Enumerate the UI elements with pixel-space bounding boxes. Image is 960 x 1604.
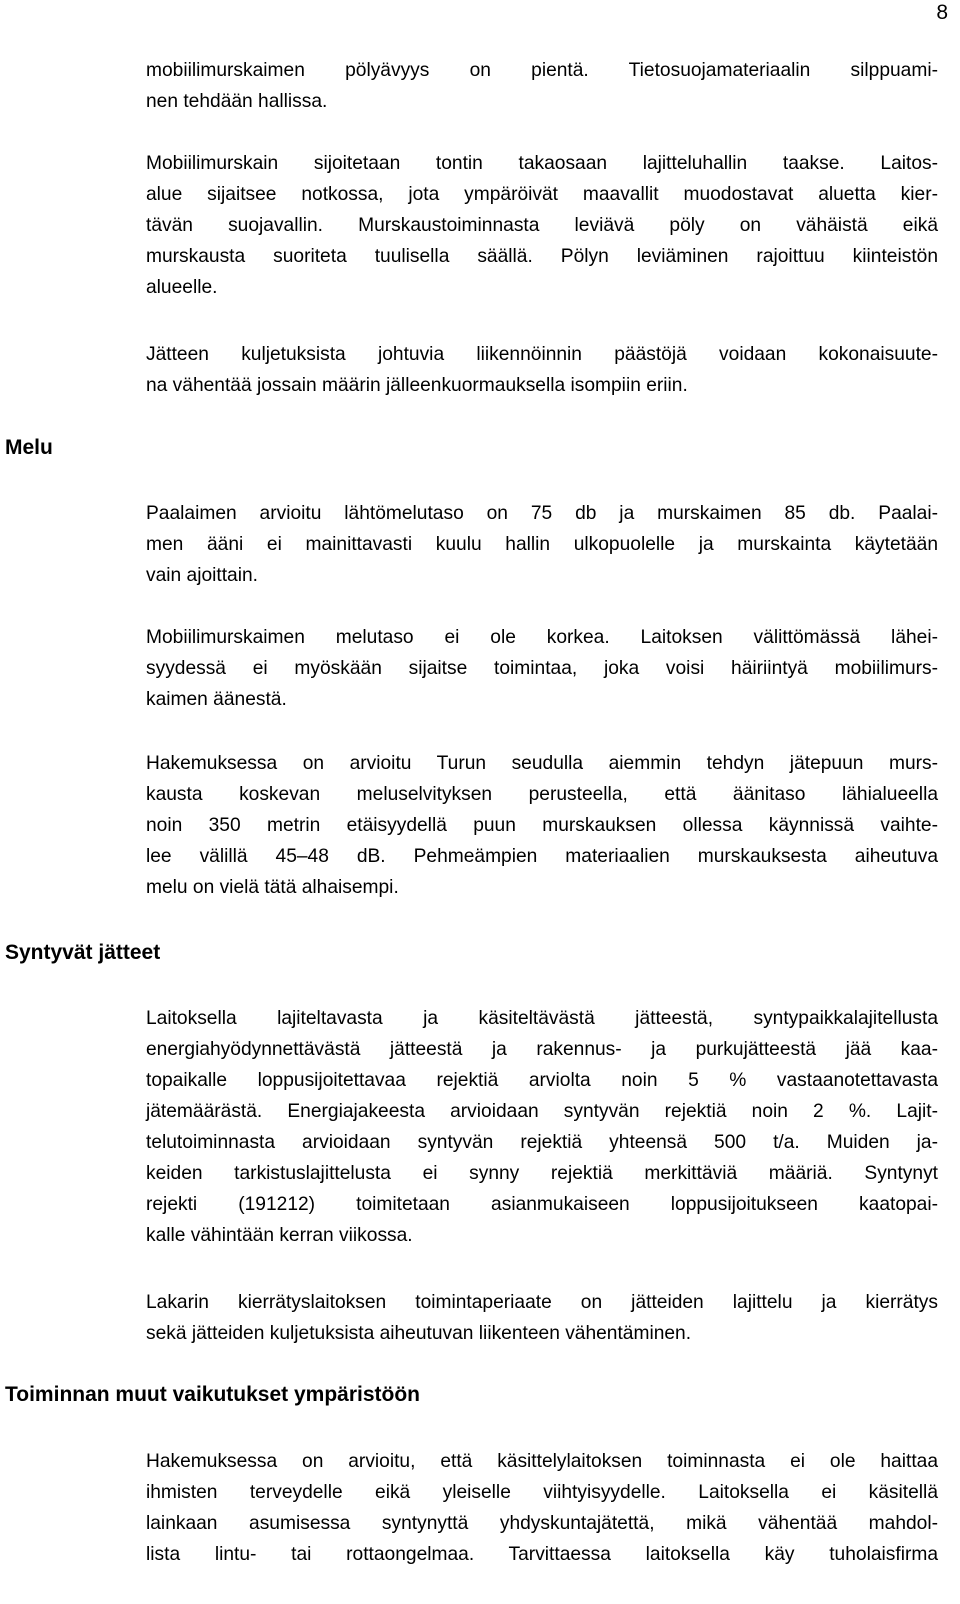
text-line: kaimen äänestä.	[146, 689, 287, 710]
text-line: Hakemuksessa on arvioitu Turun seudulla aiemmin tehdyn jätepuun murs-	[146, 753, 938, 774]
paragraph-dust-continuation	[146, 55, 938, 117]
text-line: lainkaan asumisessa syntynyttä yhdyskuntajätettä, mikä vähentää mahdol-	[146, 1513, 938, 1534]
text-line: alueelle.	[146, 277, 218, 298]
text-line: Jätteen kuljetuksista johtuvia liikennöinnin päästöjä voidaan kokonaisuute-	[146, 344, 938, 365]
page-number: 8	[936, 1, 948, 24]
text-line: na vähentää jossain määrin jälleenkuormauksella isompiin eriin.	[146, 375, 688, 396]
paragraph-crusher-noise	[146, 622, 938, 715]
paragraph-noise-survey	[146, 748, 938, 903]
text-line: men ääni ei mainittavasti kuulu hallin ulkopuolelle ja murskainta käytetään	[146, 534, 938, 555]
text-line: topaikalle loppusijoitettavaa rejektiä arviolta noin 5 % vastaanotettavasta	[146, 1070, 938, 1091]
text-line: lee välillä 45–48 dB. Pehmeämpien materiaalien murskauksesta aiheutuva	[146, 846, 938, 867]
text-line: Hakemuksessa on arvioitu, että käsittelylaitoksen toiminnasta ei ole haittaa	[146, 1451, 938, 1472]
text-line: sekä jätteiden kuljetuksista aiheutuvan liikenteen vähentäminen.	[146, 1323, 692, 1344]
text-line: kausta koskevan meluselvityksen perusteella, että äänitaso lähialueella	[146, 784, 938, 805]
text-line: alue sijaitsee notkossa, jota ympäröivät maavallit muodostavat aluetta kier-	[146, 184, 938, 205]
text-line: noin 350 metrin etäisyydellä puun murskauksen ollessa käynnissä vaihte-	[146, 815, 938, 836]
text-line: melu on vielä tätä alhaisempi.	[146, 877, 399, 898]
section-heading-melu: Melu	[5, 436, 53, 459]
text-line: Mobiilimurskain sijoitetaan tontin takaosaan lajitteluhallin taakse. Laitos-	[146, 153, 938, 174]
paragraph-operating-principle	[146, 1287, 938, 1349]
text-line: lista lintu- tai rottaongelmaa. Tarvittaessa laitoksella käy tuholaisfirma	[146, 1544, 938, 1565]
text-line: Laitoksella lajiteltavasta ja käsiteltävästä jätteestä, syntypaikkalajitellusta	[146, 1008, 938, 1029]
text-line: kalle vähintään kerran viikossa.	[146, 1225, 413, 1246]
text-line: rejekti (191212) toimitetaan asianmukaiseen loppusijoitukseen kaatopai-	[146, 1194, 938, 1215]
paragraph-health-effects	[146, 1446, 938, 1570]
text-line: Lakarin kierrätyslaitoksen toimintaperiaate on jätteiden lajittelu ja kierrätys	[146, 1292, 938, 1313]
text-line: murskausta suoriteta tuulisella säällä. Pölyn leviäminen rajoittuu kiinteistön	[146, 246, 938, 267]
text-line: Paalaimen arvioitu lähtömelutaso on 75 db ja murskaimen 85 db. Paalai-	[146, 503, 938, 524]
paragraph-transport-emissions	[146, 339, 938, 401]
text-line: keiden tarkistuslajittelusta ei synny rejektiä merkittäviä määriä. Syntynyt	[146, 1163, 938, 1184]
paragraph-baler-noise	[146, 498, 938, 591]
text-line: jätemäärästä. Energiajakeesta arvioidaan syntyvän rejektiä noin 2 %. Lajit-	[146, 1101, 938, 1122]
text-line: ihmisten terveydelle eikä yleiselle viihtyisyydelle. Laitoksella ei käsitellä	[146, 1482, 938, 1503]
text-line: vain ajoittain.	[146, 565, 258, 586]
text-line: energiahyödynnettävästä jätteestä ja rakennus- ja purkujätteestä jää kaa-	[146, 1039, 938, 1060]
section-heading-muut-vaikutukset: Toiminnan muut vaikutukset ympäristöön	[5, 1383, 420, 1406]
text-line: tävän suojavallin. Murskaustoiminnasta leviävä pöly on vähäistä eikä	[146, 215, 938, 236]
paragraph-crusher-location	[146, 148, 938, 303]
text-line: telutoiminnasta arvioidaan syntyvän rejektiä yhteensä 500 t/a. Muiden ja-	[146, 1132, 938, 1153]
paragraph-reject-waste	[146, 1003, 938, 1251]
section-heading-syntyvat-jatteet: Syntyvät jätteet	[5, 941, 161, 964]
text-line: syydessä ei myöskään sijaitse toimintaa, joka voisi häiriintyä mobiilimurs-	[146, 658, 938, 679]
text-line: Mobiilimurskaimen melutaso ei ole korkea. Laitoksen välittömässä lähei-	[146, 627, 938, 648]
text-line: nen tehdään hallissa.	[146, 91, 328, 112]
text-line: mobiilimurskaimen pölyävyys on pientä. Tietosuojamateriaalin silppuami-	[146, 60, 938, 81]
